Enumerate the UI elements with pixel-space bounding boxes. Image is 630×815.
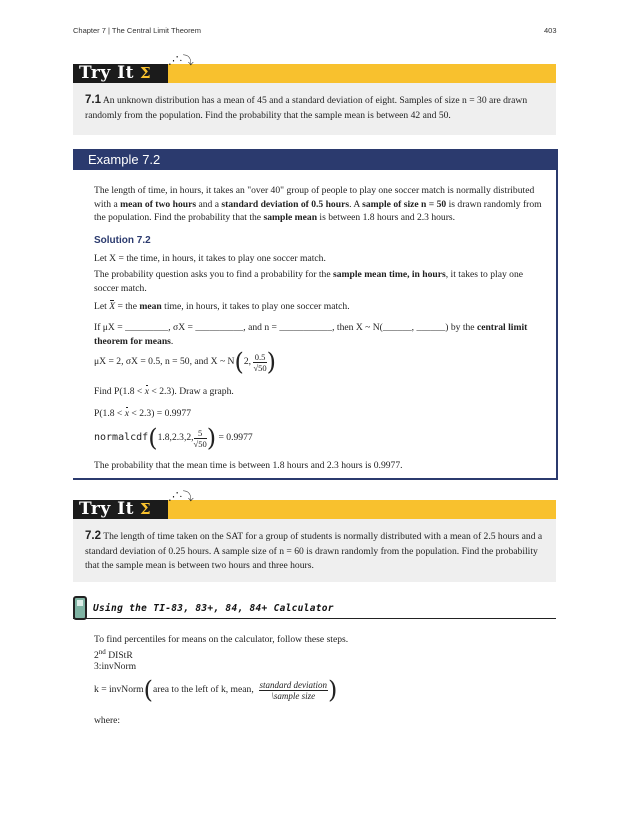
probability-line xyxy=(94,407,546,421)
right-paren: ) xyxy=(266,348,276,376)
tryit-number: 7.2 xyxy=(85,530,101,542)
probability-question xyxy=(94,268,546,295)
intro-text: is between 1.8 hours and 2.3 hours. xyxy=(317,212,456,223)
left-paren: ( xyxy=(143,676,154,704)
xbar-symbol: x xyxy=(144,386,149,397)
text: = the xyxy=(115,301,140,312)
example-bottom-rule xyxy=(73,478,558,480)
calculator-icon xyxy=(73,596,87,620)
intro-bold-sample: sample of size n = 50 xyxy=(362,198,447,210)
calculator-title: Using the TI-83, 83+, 84, 84+ Calculator xyxy=(93,603,334,614)
left-paren: ( xyxy=(234,348,244,376)
find-line xyxy=(94,385,546,399)
text: DIStR xyxy=(105,650,133,662)
denominator: √50 xyxy=(253,362,267,373)
chapter-header: Chapter 7 | The Central Limit Theorem xyxy=(73,26,201,35)
intro-bold-sample-mean: sample mean xyxy=(263,212,318,223)
tryit-box xyxy=(73,519,556,582)
normalcdf-args: 1.8,2.3,2, xyxy=(157,432,194,444)
bold-text: mean xyxy=(139,301,162,312)
normalcdf-result: = 0.9977 xyxy=(218,432,253,444)
bold-text: central limit theorem for means xyxy=(94,322,528,347)
dotted-arrow-icon: ⋰·⤵ xyxy=(168,55,194,67)
text: , it takes to play one soccer match. xyxy=(94,269,524,294)
fraction xyxy=(194,428,207,449)
values-line xyxy=(94,350,546,374)
tryit-banner-label: Try It xyxy=(79,499,134,519)
superscript: nd xyxy=(98,648,106,656)
right-paren: ) xyxy=(327,676,338,704)
calculator-step2: 3:invNorm xyxy=(94,661,137,672)
text: 2 xyxy=(94,650,99,662)
numerator: standard deviation xyxy=(259,679,327,690)
intro-bold-mean: mean of two hours xyxy=(120,198,197,210)
denominator: \sample size xyxy=(271,690,316,701)
intro-text: and a xyxy=(196,198,222,210)
page-number: 403 xyxy=(544,26,557,35)
xbar-symbol: x xyxy=(124,408,129,419)
normalcdf-function: normalcdf xyxy=(94,432,149,444)
solution-line-x: Let X = the time, in hours, it takes to play one soccer match. xyxy=(94,253,326,264)
text: Let xyxy=(94,301,110,312)
denominator: √50 xyxy=(193,438,207,449)
tryit-text: An unknown distribution has a mean of 45 and a standard deviation of eight. Samples of size n = 30 are drawn randomly from the population. Find the probability that the sample mean is between 42 and 50. xyxy=(85,95,528,121)
text: k = invNorm xyxy=(94,684,144,696)
conclusion: The probability that the mean time is between 1.8 hours and 2.3 hours is 0.9977. xyxy=(94,460,403,471)
intro-text: The length of time, in hours, it takes an "over 40" group of people to play one soccer match is normally distributed with a xyxy=(94,185,535,210)
tryit-banner-label: Try It xyxy=(79,63,134,83)
text: If μX = _________, σX = __________, and n = ___________, then X ~ N(______, ______) by the xyxy=(94,322,477,333)
text: P(1.8 < xyxy=(94,408,125,419)
mean-value: 2, xyxy=(243,356,252,368)
sigma-icon: Σ xyxy=(139,500,152,518)
sigma-icon: Σ xyxy=(139,64,152,82)
tryit-box xyxy=(73,83,556,135)
numerator: 5 xyxy=(194,428,207,439)
text: area to the left of k, mean, xyxy=(153,684,254,696)
where-label: where: xyxy=(94,715,121,726)
text: μX = 2, σX = 0.5, n = 50, and X ~ N xyxy=(94,356,235,368)
numerator: 0.5 xyxy=(254,351,266,362)
left-paren: ( xyxy=(148,424,158,452)
fraction xyxy=(253,352,266,373)
text: < 2.3). Draw a graph. xyxy=(149,386,234,397)
tryit-banner xyxy=(73,64,168,83)
let-xbar-line xyxy=(94,300,546,314)
right-paren: ) xyxy=(206,424,217,452)
example-intro xyxy=(94,184,546,225)
calculator-rule xyxy=(73,618,556,619)
if-line: If μX = _________, σX = __________, and n = ___________, then X ~ N(______, ______) by the central limit theorem for means. xyxy=(94,322,528,347)
intro-text: . A xyxy=(349,198,363,210)
dotted-arrow-icon: ⋰·⤵ xyxy=(168,491,194,503)
fraction xyxy=(259,680,328,701)
text: time, in hours, it takes to play one soccer match. xyxy=(161,301,350,312)
tryit-number: 7.1 xyxy=(85,94,101,106)
tryit-text: The length of time taken on the SAT for a group of students is normally distributed with a mean of 2.5 hours and a standard deviation of 0.25 hours. A sample size of n = 60 is drawn randomly from the population. Find the probability that the sample mean is between two hours and three hours. xyxy=(85,531,543,571)
text: < 2.3) = 0.9977 xyxy=(129,408,191,419)
example-title: Example 7.2 xyxy=(73,149,556,170)
text: The probability question asks you to find a probability for the xyxy=(94,269,334,280)
normalcdf-line xyxy=(94,426,546,450)
tryit-banner xyxy=(73,500,168,519)
calculator-intro: To find percentiles for means on the calculator, follow these steps. xyxy=(94,634,349,645)
example-side-rule xyxy=(556,149,558,479)
bold-text: sample mean time, in hours xyxy=(333,269,446,280)
text: Find P(1.8 < xyxy=(94,386,145,397)
xbar-symbol: X xyxy=(109,301,116,312)
intro-text: is drawn randomly from the population. Find the probability that the xyxy=(94,198,542,223)
invnorm-formula xyxy=(94,678,394,702)
intro-bold-sd: standard deviation of 0.5 hours xyxy=(221,198,350,210)
solution-title: Solution 7.2 xyxy=(94,235,151,246)
